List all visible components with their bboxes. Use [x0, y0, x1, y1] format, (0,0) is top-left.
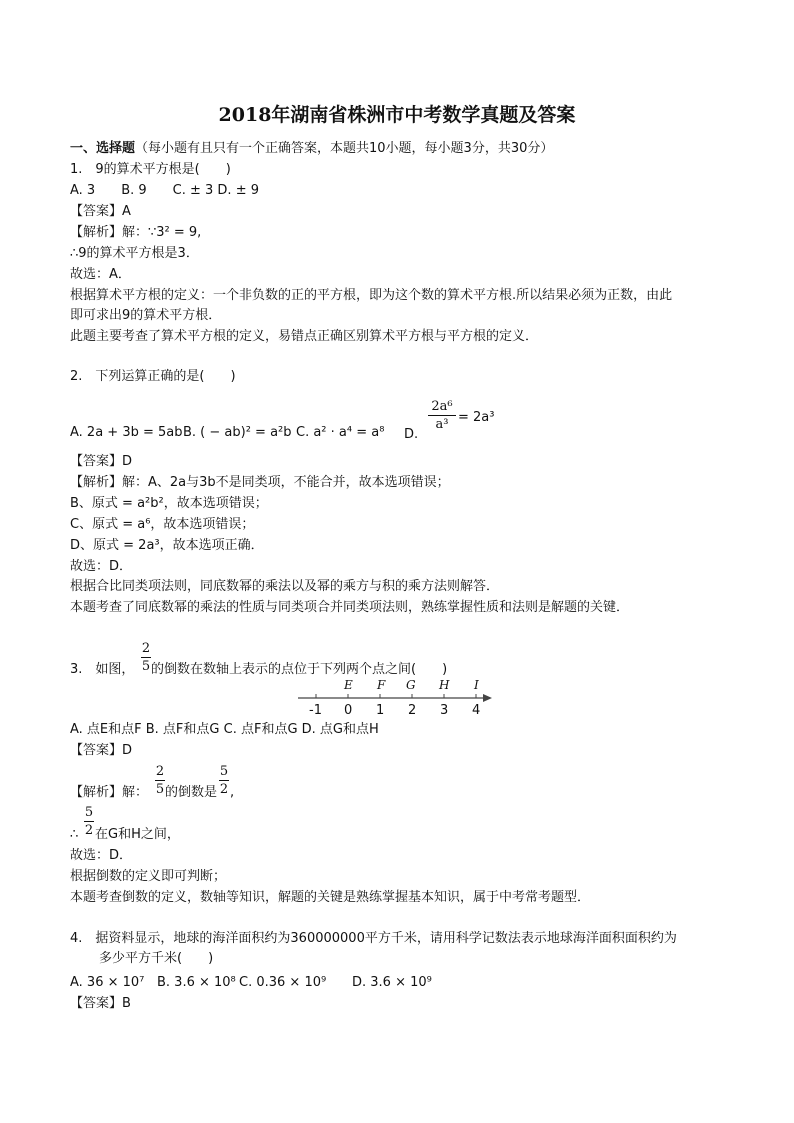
point-label-e: E	[344, 678, 353, 692]
tick-label: 4	[472, 703, 481, 718]
fraction-denominator: 5	[155, 782, 165, 797]
tick-label: 2	[408, 703, 417, 718]
q3-options: A. 点E和点F B. 点F和点G C. 点F和点G D. 点G和点H	[70, 722, 379, 737]
fraction-numerator: 2a⁶	[431, 399, 453, 414]
tick-label: 1	[376, 703, 385, 718]
q3-fraction	[141, 641, 151, 674]
q2-note: 根据合比同类项法则，同底数幂的乘法以及幂的乘方与积的乘方法则解答．	[70, 579, 500, 594]
q1-stem: 1. 9的算术平方根是( )	[70, 162, 231, 177]
number-line	[296, 676, 496, 720]
q3-therefore-text: 在G和H之间，	[95, 827, 180, 842]
q2-note: 本题考查了同底数幂的乘法的性质与同类项合并同类项法则，熟练掌握性质和法则是解题的关键．	[70, 600, 630, 615]
q4-option-a: A. 36 × 10⁷	[70, 975, 145, 990]
tick-label: 0	[344, 703, 353, 718]
fraction-denominator: 5	[141, 659, 151, 674]
section-heading-note: （每小题有且只有一个正确答案，本题共10小题，每小题3分，共30分）	[135, 141, 554, 156]
page-title: 2018年湖南省株洲市中考数学真题及答案	[218, 104, 576, 126]
q3-choose: 故选：D．	[70, 848, 133, 863]
q3-analysis-mid: 的倒数是	[165, 785, 218, 800]
fraction-numerator: 2	[141, 641, 151, 656]
point-label-h: H	[439, 678, 450, 692]
q4-stem: 多少平方千米( )	[99, 951, 214, 966]
point-label-i: I	[474, 678, 479, 692]
fraction-numerator: 5	[84, 805, 94, 820]
section-heading-label: 一、选择题	[70, 141, 136, 156]
section-heading	[70, 140, 553, 158]
q4-option-c: C. 0.36 × 10⁹	[239, 975, 327, 990]
q1-answer: 【答案】A	[70, 204, 131, 219]
q3-stem-suffix: 的倒数在数轴上表示的点位于下列两个点之间( )	[151, 662, 448, 677]
tick-label: -1	[309, 703, 322, 718]
q2-option-d-label: D.	[404, 427, 419, 442]
tick-label: 3	[440, 703, 449, 718]
q2-analysis: C、原式 = a⁶，故本选项错误；	[70, 517, 255, 532]
fraction-numerator: 2	[155, 764, 165, 779]
q3-note: 根据倒数的定义即可判断；	[70, 869, 227, 884]
q1-note: 此题主要考查了算术平方根的定义，易错点正确区别算术平方根与平方根的定义．	[70, 329, 539, 344]
q3-analysis-result	[219, 764, 229, 797]
q2-option-a: A. 2a + 3b = 5ab	[70, 425, 183, 440]
q1-note: 根据算术平方根的定义：一个非负数的正的平方根，即为这个数的算术平方根.所以结果必须为正数，由此	[70, 288, 673, 303]
q3-therefore: ∴	[70, 827, 79, 842]
q2-option-c: C. a² · a⁴ = a⁸	[296, 425, 385, 440]
q3-analysis-fraction	[155, 764, 165, 797]
q3-therefore-fraction	[84, 805, 94, 838]
q2-analysis: B、原式 = a²b²，故本选项错误；	[70, 496, 268, 511]
q2-choose: 故选：D．	[70, 559, 133, 574]
fraction-numerator: 5	[219, 764, 229, 779]
q3-analysis-end: ,	[230, 785, 235, 800]
q4-option-b: B. 3.6 × 10⁸	[157, 975, 236, 990]
q2-option-b: B. ( − ab)² = a²b	[183, 425, 292, 440]
q2-analysis: 【解析】解：A、2a与3b不是同类项，不能合并，故本选项错误；	[70, 475, 450, 490]
q4-stem: 4. 据资料显示，地球的海洋面积约为360000000平方千米，请用科学记数法表示地球海洋面积面积约为	[70, 931, 677, 946]
q4-option-d: D. 3.6 × 10⁹	[352, 975, 432, 990]
q2-answer: 【答案】D	[70, 454, 133, 469]
q1-choose: 故选：A．	[70, 267, 131, 282]
q1-step: ∴9的算术平方根是3．	[70, 246, 199, 261]
q2-stem: 2. 下列运算正确的是( )	[70, 369, 236, 384]
q1-analysis: 【解析】解：∵3² = 9,	[70, 225, 202, 240]
q3-note: 本题考查倒数的定义，数轴等知识，解题的关键是熟练掌握基本知识，属于中考常考题型．	[70, 890, 591, 905]
fraction-denominator: 2	[219, 782, 229, 797]
q2-analysis: D、原式 = 2a³，故本选项正确．	[70, 538, 264, 553]
q3-analysis-prefix: 【解析】解：	[70, 785, 149, 800]
q3-answer: 【答案】D	[70, 743, 133, 758]
q4-answer: 【答案】B	[70, 996, 131, 1011]
fraction-denominator: 2	[84, 823, 94, 838]
q1-note: 即可求出9的算术平方根．	[70, 308, 222, 323]
point-label-g: G	[406, 678, 416, 692]
q2-option-d-rhs: = 2a³	[458, 410, 495, 425]
q3-stem-prefix: 3. 如图，	[70, 662, 135, 677]
point-label-f: F	[377, 678, 386, 692]
q1-options: A. 3 B. 9 C. ± 3 D. ± 9	[70, 183, 259, 198]
fraction-denominator: a³	[435, 417, 449, 432]
q2-option-d-fraction	[428, 399, 456, 432]
